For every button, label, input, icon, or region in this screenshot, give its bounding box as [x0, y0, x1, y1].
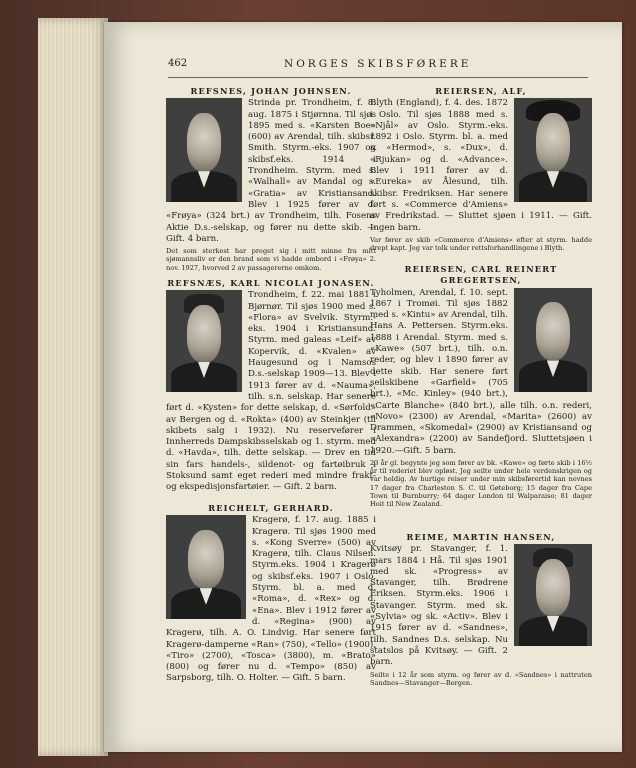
entry-reichelt-gerhard [166, 503, 376, 685]
entry-reiersen-alf [370, 86, 592, 252]
entry-name: REIERSEN, ALF, [435, 86, 527, 96]
portrait-photo-hat-icon [514, 98, 592, 202]
portrait-photo-uniform-cap-icon [514, 544, 592, 646]
portrait-photo-uniform-cap-icon [166, 290, 242, 392]
entry-name: REIERSEN, CARL REINERT GREGERTSEN, [404, 264, 558, 286]
entry-text: Kvitsøy pr. Stavanger, f. 1. mars 1884 i Hå. Til sjøs 1901 med sk. «Progress» av Stavanger, tilh. Brødrene Eriksen. Styrm.eks. 1906 i Stavanger. Styrm. med sk. «Sylvia» og sk. «Activ». Blev i 1915 fører av d. «Sandnes», tilh. Sandnes D.s. selskap. Nu statslos på Kvitsøy. — Gift. 2 barn. [370, 544, 508, 668]
header-rule [168, 77, 588, 78]
entry-note: Seilte i 12 år som styrm. og fører av d. «Sandnes» i nattruten Sandnes—Stavanger—Bergen. [370, 670, 592, 687]
entry-name: REICHELT, GERHARD. [208, 503, 334, 513]
entry-note: 23 år gl. begynte jeg som fører av bk. «Kawe» og førte skib i 16½ år til rederiet blev opløst. Jeg seilte under hele verdenskrigen og var heldig. Av hurtige reiser under min skibsførertid kan nevnes 17 dager fra Charleston S. C. til Gøteborg; 15 dager fra Cape Town til Burnburry; 64 dager London til Walparaiso; 81 dager Hoit til New Zealand. [370, 459, 592, 509]
entry-text: Tyholmen, Arendal, f. 10. sept. 1867 i Tromøi. Til sjøs 1882 med s. «Kintu» av Arendal, tilh. Hans A. Pettersen. Styrm.eks. 1888 i Arendal. Styrm. med s. «Kawe» (507 brt.), tilh. o.n. reder, og blev i 1890 fører av dette skib. Har senere ført seilskibene «Garfield» (705 brt.), «Mc. Kinley» (940 brt.), «Carte Blanche» (840 brt.), alle tilh. o.n. rederi, «Novo» (2300) av Arendal, «Marita» (2600) av Drammen, «Skomedal» (2900) av Kristiansand og «Alexandra» (2200) av Sandefjord. Sluttetsjøen i 1920.—Gift. 5 barn. [370, 287, 592, 456]
entry-text: Blyth (England), f. 4. des. 1872 i Oslo. Til sjøs 1888 med s. «Njål» av Oslo. Styrm.-eks. 1892 i Oslo. Styrm. bl. a. med s. «Hermod», s. «Dux», d. «Rjukan» og d. «Advance». Blev i 1911 fører av d. «Eureka» av Ålesund, tilh. skibsr. Fredriksen. Har senere ført s. «Commerce d'Amiens» av Fredrikstad. — Sluttet sjøen i 1911. — Gift. Ingen barn. [370, 98, 592, 233]
entry-refsnaes-karl [166, 278, 376, 494]
portrait-photo-icon [166, 515, 246, 619]
entry-text: Strinda pr. Trondheim, f. 8. aug. 1875 i Stjørnna. Til sjøs 1895 med s. «Karsten Boe» (600) av Arendal, tilh. skibsr. Smith. Styrm.-eks. 1907 og skibsf.eks. 1914 i Trondheim. Styrm. med s. «Walhall» av Mandal og s. «Gratia» av Kristiansand. Blev i 1925 fører av d. «Frøya» (324 brt.) av Trondheim, tilh. Fosens Aktie D.s.-selskap, og fører nu dette skib. — Gift. 4 barn. [166, 98, 376, 244]
page-number: 462 [168, 58, 188, 69]
portrait-photo-icon [514, 288, 592, 392]
entry-name: REFSNES, JOHAN JOHNSEN. [190, 86, 352, 96]
entry-reime-martin [370, 532, 592, 687]
entry-text: Trondheim, f. 22. mai 1881 i Bjørnør. Til sjøs 1900 med s. «Flora» av Svelvik. Styrm.-eks. 1904 i Kristiansund. Styrm. med galeas «Leif» av Kopervik, d. «Kvalen» av Haugesund og i Namsos D.s.-selskap 1909—13. Blev i 1913 fører av d. «Nauma», tilh. s.n. selskap. Har senere ført d. «Kysten» for dette selskap, d. «Sørfold» av Bergen og d. «Rokta» (400) av Steinkjer (til skibets salg i 1932). Nu reservefører i Innherreds Dampskibsselskab og 1. styrm. med d. «Havda», tilh. dette selskap. — Drev en tid sin fars handels-, sildenot- og fartøibruk i Stoksund samt eget rederi med mindre frakt- og ekspedisjonsfartøier. — Gift. 2 barn. [166, 290, 376, 493]
entry-refsnes-johan [166, 86, 376, 272]
book-page [104, 22, 622, 752]
entry-note: Det som sterkest har preget sig i mitt minne fra mitt sjømannsliv er den brand som vi hadde ombord i «Frøya» 2. nov. 1927, hvorved 2 av passagererne omkom. [166, 247, 376, 272]
entry-reiersen-carl [370, 264, 592, 508]
portrait-photo-icon [166, 98, 242, 202]
page-title: NORGES SKIBSFØRERE [284, 58, 472, 70]
entry-text: Kragerø, f. 17. aug. 1885 i Kragerø. Til sjøs 1900 med s. «Kong Sverre» (500) av Kragerø, tilh. Claus Nilsen. Styrm.eks. 1904 i Kragerø og skibsf.eks. 1907 i Oslo. Styrm. bl. a. med d. «Roma», d. «Rex» og d. «Ena». Blev i 1912 fører av d. «Regina» (900) av Kragerø, tilh. A. O. Lindvig. Har senere ført Kragerø-damperne «Ran» (750), «Tello» (1900), «Tiro» (2700), «Tosca» (3800), m. «Brato» (800) og fører nu d. «Tempo» (850) av Sarpsborg, tilh. O. Holter. — Gift. 5 barn. [166, 515, 376, 684]
entry-name: REFSNÆS, KARL NICOLAI JONASEN. [167, 278, 375, 288]
entry-name: REIME, MARTIN HANSEN, [406, 532, 556, 542]
entry-note: Var fører av skib «Commerce d'Amiens» efter at styrm. hadde drept kapt. Jeg var tolk under rettsforhandlingene i Blyth. [370, 235, 592, 253]
page-edges [38, 18, 108, 756]
